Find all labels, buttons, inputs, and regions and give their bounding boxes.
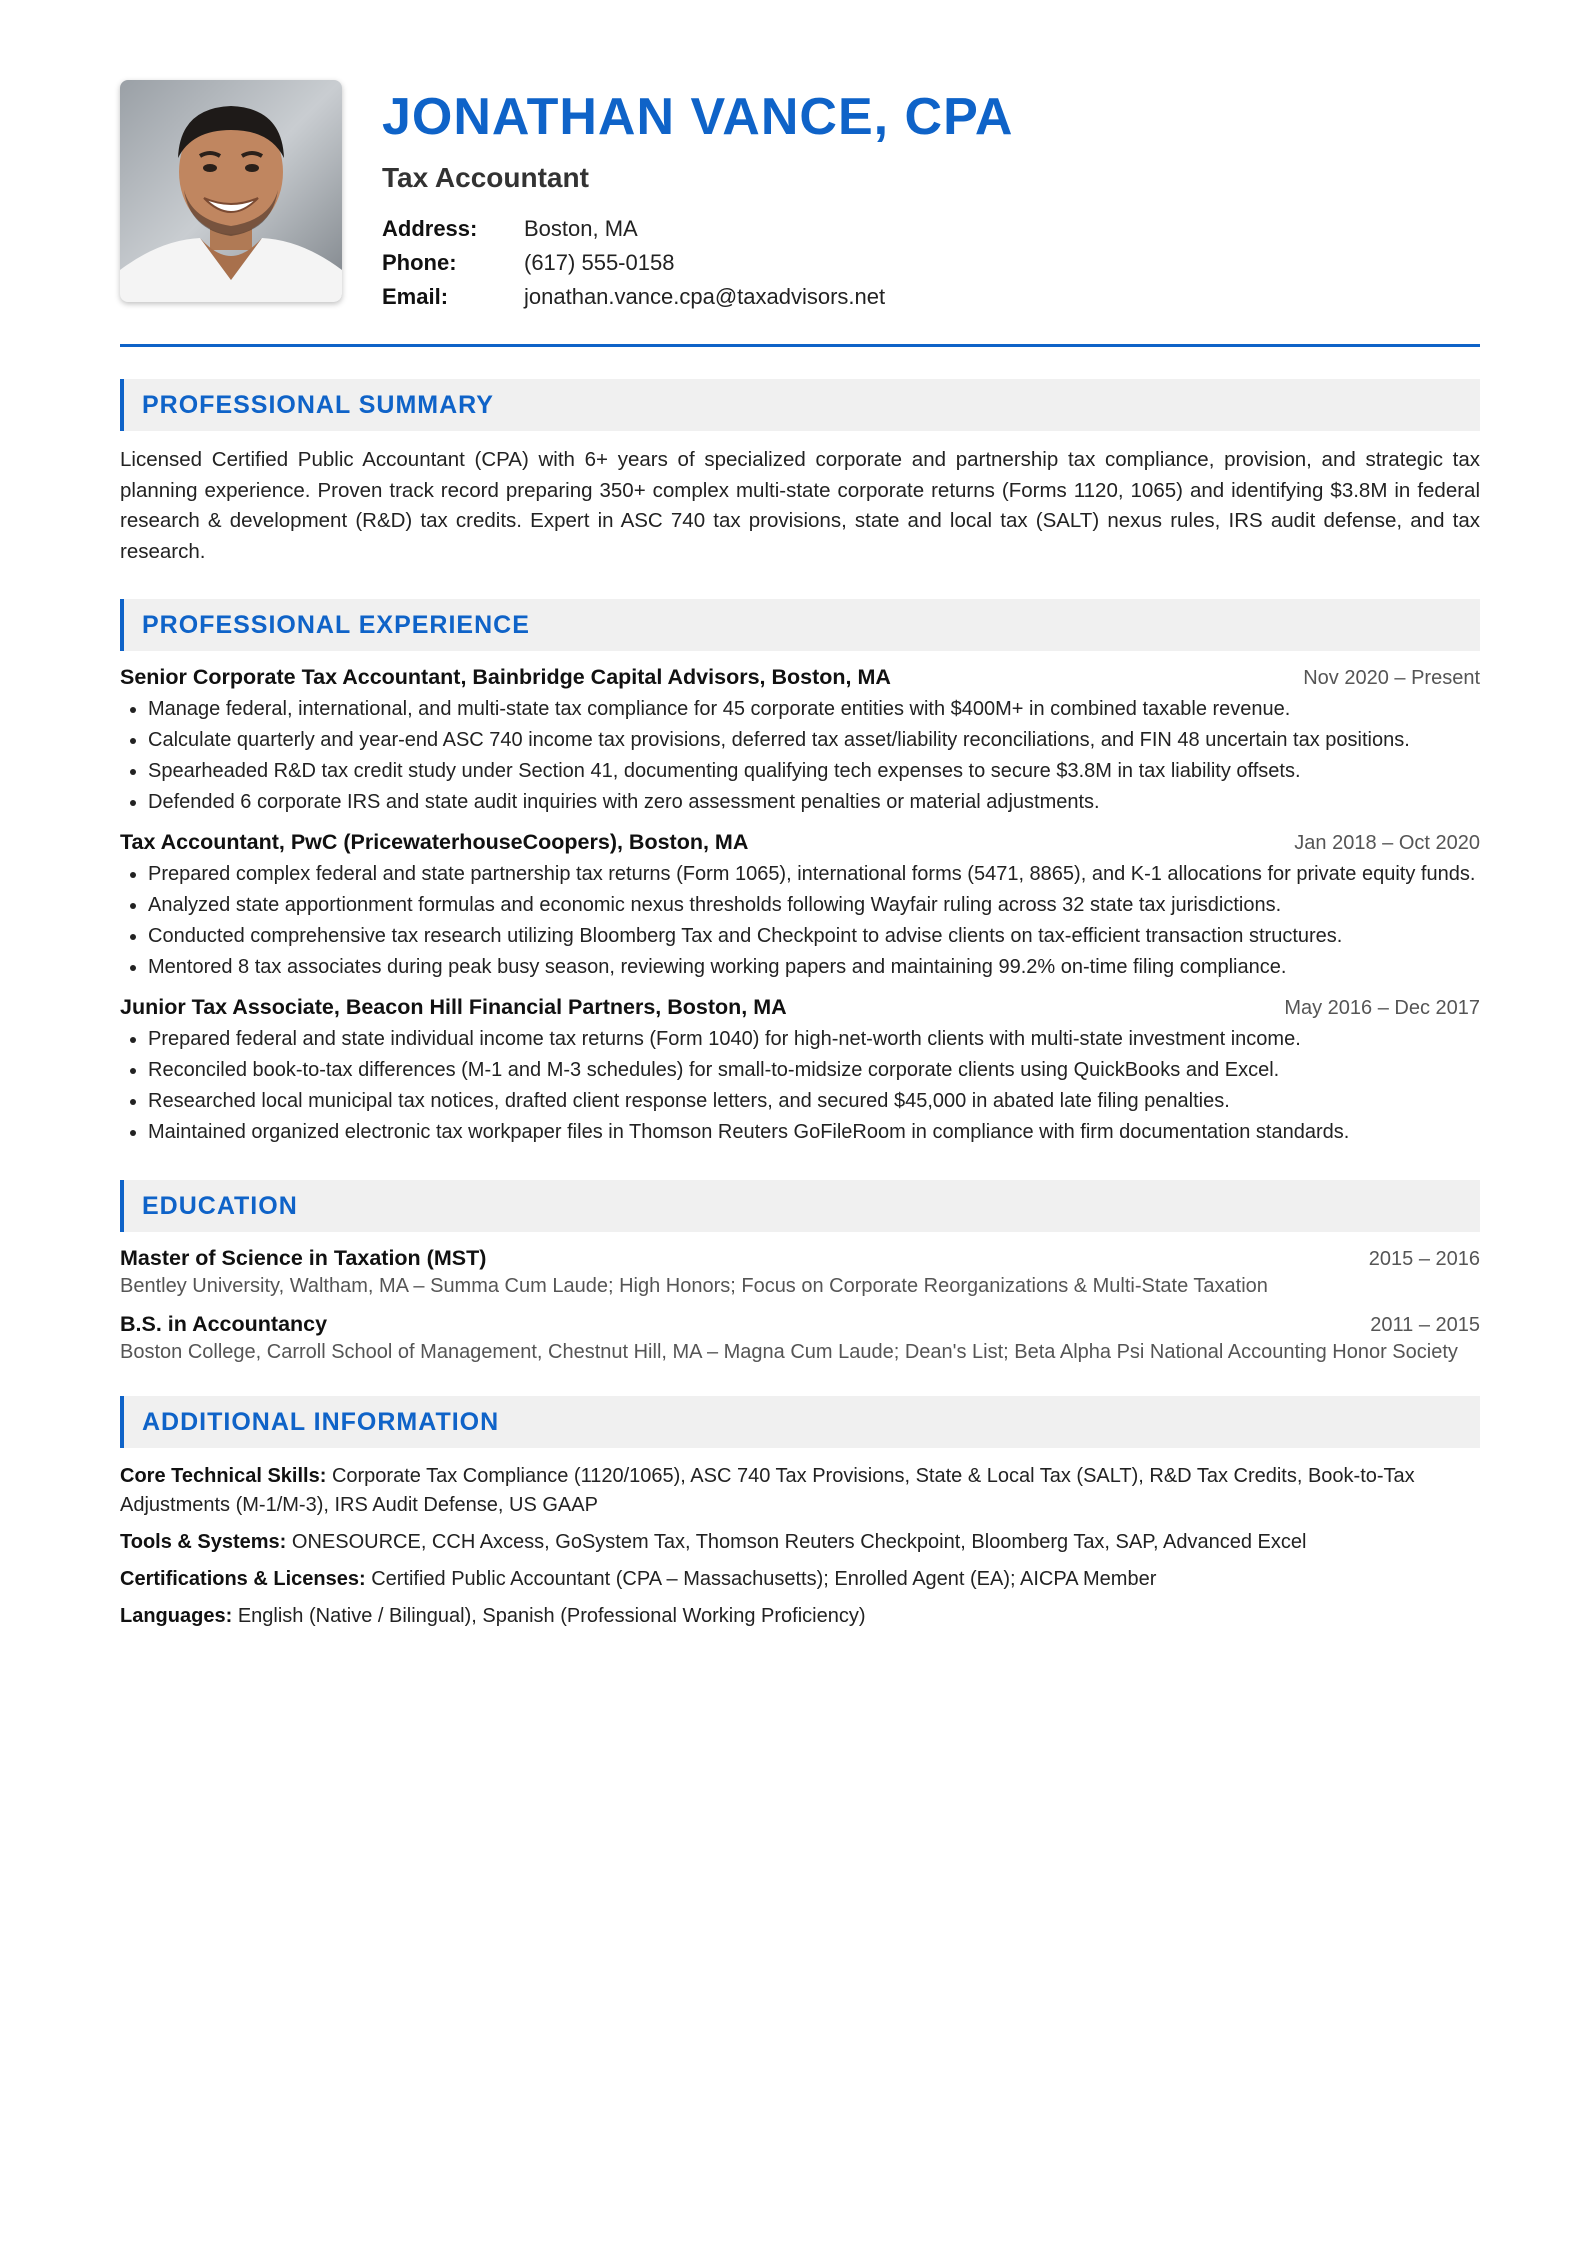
- section-title: ADDITIONAL INFORMATION: [142, 1407, 500, 1436]
- portrait-image: [120, 80, 342, 302]
- info-value: ONESOURCE, CCH Axcess, GoSystem Tax, Thomson Reuters Checkpoint, Bloomberg Tax, SAP, Advanced Excel: [291, 1531, 1307, 1553]
- contact-label: Email:: [382, 284, 449, 309]
- education-date: 2011 – 2015: [1370, 1314, 1480, 1336]
- info-value: Certified Public Accountant (CPA – Massachusetts); Enrolled Agent (EA); AICPA Member: [371, 1568, 1157, 1590]
- job-bullet: • Mentored 8 tax associates during peak busy season, reviewing working papers and maintaining 99.2% on-time filing compliance.: [148, 954, 1480, 981]
- job-bullet: • Defended 6 corporate IRS and state audit inquiries with zero assessment penalties or material adjustments.: [148, 789, 1480, 816]
- info-row-languages: [120, 1602, 1480, 1631]
- info-value: Corporate Tax Compliance (1120/1065), ASC 740 Tax Provisions, State & Local Tax (SALT), R&D Tax Credits, Book-to-Tax Adjustments (M-1/M-3), IRS Audit Defense, US GAAP: [120, 1465, 1415, 1516]
- job-bullet: • Manage federal, international, and multi-state tax compliance for 45 corporate entities with $400M+ in combined taxable revenue.: [148, 696, 1480, 723]
- job-bullet: • Prepared complex federal and state partnership tax returns (Form 1065), international forms (5471, 8865), and K-1 allocations for private equity funds.: [148, 861, 1480, 888]
- job-title: Senior Corporate Tax Accountant, Bainbridge Capital Advisors, Boston, MA: [120, 665, 891, 689]
- info-label: Core Technical Skills:: [120, 1465, 327, 1487]
- header-divider: [120, 344, 1480, 347]
- education-detail: Boston College, Carroll School of Management, Chestnut Hill, MA – Magna Cum Laude; Dean's List; Beta Alpha Psi National Accounting Honor Society: [120, 1341, 1458, 1363]
- job-header: [120, 665, 1480, 690]
- info-value: English (Native / Bilingual), Spanish (Professional Working Proficiency): [237, 1605, 866, 1627]
- education-entry: [120, 1246, 1480, 1298]
- education-header: [120, 1246, 1480, 1271]
- education-degree: B.S. in Accountancy: [120, 1312, 328, 1336]
- job-bullet: • Researched local municipal tax notices, drafted client response letters, and secured $45,000 in abated late filing penalties.: [148, 1088, 1480, 1115]
- contact-label: Phone:: [382, 250, 457, 275]
- info-row-tools: [120, 1528, 1480, 1557]
- section-summary-header: [120, 379, 1480, 431]
- section-additional-header: [120, 1396, 1480, 1448]
- job-bullets: [120, 696, 1480, 816]
- contact-value: Boston, MA: [524, 216, 638, 241]
- info-row-skills: [120, 1462, 1480, 1520]
- info-row-certifications: [120, 1565, 1480, 1594]
- additional-info: [120, 1462, 1480, 1631]
- job-date: May 2016 – Dec 2017: [1284, 997, 1480, 1019]
- contact-block: [382, 212, 1013, 314]
- candidate-role: Tax Accountant: [382, 162, 589, 193]
- job-bullet: • Maintained organized electronic tax workpaper files in Thomson Reuters GoFileRoom in compliance with firm documentation standards.: [148, 1119, 1480, 1146]
- job-header: [120, 830, 1480, 855]
- contact-label: Address:: [382, 216, 478, 241]
- education-entry: [120, 1312, 1480, 1364]
- job-entry: [120, 665, 1480, 816]
- contact-email: [382, 280, 1013, 314]
- job-date: Jan 2018 – Oct 2020: [1294, 832, 1480, 854]
- profile-photo: [120, 80, 342, 302]
- section-experience-header: [120, 599, 1480, 651]
- contact-value: jonathan.vance.cpa@taxadvisors.net: [524, 284, 886, 309]
- summary-text: Licensed Certified Public Accountant (CPA) with 6+ years of specialized corporate and partnership tax compliance, provision, and strategic tax planning experience. Proven track record preparing 350+ complex multi-state corporate returns (Forms 1120, 1065) and identifying $3.8M in federal research & development (R&D) tax credits. Expert in ASC 740 tax provisions, state and local tax (SALT) nexus rules, IRS audit defense, and tax research.: [120, 448, 1480, 563]
- contact-phone: [382, 246, 1013, 280]
- education-degree: Master of Science in Taxation (MST): [120, 1246, 487, 1270]
- section-title: PROFESSIONAL EXPERIENCE: [142, 610, 530, 639]
- contact-value: (617) 555-0158: [524, 250, 675, 275]
- job-bullet: • Analyzed state apportionment formulas and economic nexus thresholds following Wayfair ruling across 32 state tax jurisdictions.: [148, 892, 1480, 919]
- resume-header: [120, 80, 1480, 314]
- job-header: [120, 995, 1480, 1020]
- job-entry: [120, 995, 1480, 1146]
- job-entry: [120, 830, 1480, 981]
- info-label: Certifications & Licenses:: [120, 1568, 366, 1590]
- info-label: Languages:: [120, 1605, 233, 1627]
- job-bullets: [120, 1026, 1480, 1146]
- section-title: PROFESSIONAL SUMMARY: [142, 390, 494, 419]
- job-bullet: • Prepared federal and state individual income tax returns (Form 1040) for high-net-worth clients with multi-state investment income.: [148, 1026, 1480, 1053]
- job-title: Tax Accountant, PwC (PricewaterhouseCoopers), Boston, MA: [120, 830, 749, 854]
- job-bullet: • Conducted comprehensive tax research utilizing Bloomberg Tax and Checkpoint to advise clients on tax-efficient transaction structures.: [148, 923, 1480, 950]
- education-date: 2015 – 2016: [1368, 1248, 1480, 1270]
- job-bullet: • Reconciled book-to-tax differences (M-1 and M-3 schedules) for small-to-midsize corporate clients using QuickBooks and Excel.: [148, 1057, 1480, 1084]
- education-header: [120, 1312, 1480, 1337]
- header-info: [382, 80, 1013, 314]
- job-date: Nov 2020 – Present: [1303, 667, 1480, 689]
- job-bullet: • Calculate quarterly and year-end ASC 740 income tax provisions, deferred tax asset/liability reconciliations, and FIN 48 uncertain tax positions.: [148, 727, 1480, 754]
- job-bullet: • Spearheaded R&D tax credit study under Section 41, documenting qualifying tech expenses to secure $3.8M in tax liability offsets.: [148, 758, 1480, 785]
- contact-address: [382, 212, 1013, 246]
- section-title: EDUCATION: [142, 1191, 298, 1220]
- education-detail: Bentley University, Waltham, MA – Summa Cum Laude; High Honors; Focus on Corporate Reorganizations & Multi-State Taxation: [120, 1275, 1268, 1297]
- info-label: Tools & Systems:: [120, 1531, 287, 1553]
- section-education-header: [120, 1180, 1480, 1232]
- job-title: Junior Tax Associate, Beacon Hill Financial Partners, Boston, MA: [120, 995, 787, 1019]
- candidate-name: JONATHAN VANCE, CPA: [382, 88, 1014, 146]
- job-bullets: [120, 861, 1480, 981]
